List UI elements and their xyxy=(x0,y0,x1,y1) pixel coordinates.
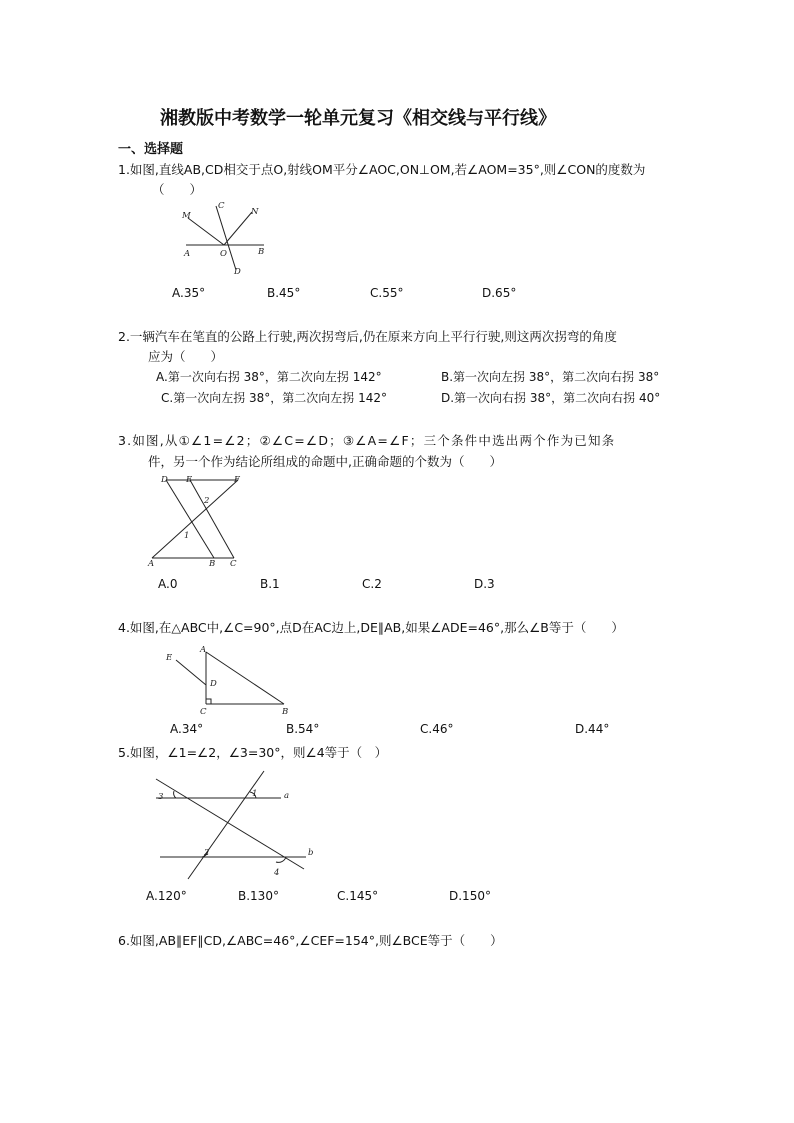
label-m: M xyxy=(182,211,191,221)
question-1-blank: （ ） xyxy=(152,182,203,197)
question-3-line1: 3.如图,从①∠1=∠2；②∠C=∠D；③∠A=∠F；三个条件中选出两个作为已知条 xyxy=(118,433,616,448)
question-3-option-c: C.2 xyxy=(362,577,382,591)
question-2-option-c: C.第一次向左拐 38°，第二次向左拐 142° xyxy=(161,391,387,405)
label-c: C xyxy=(230,559,237,569)
label-angle-1: 1 xyxy=(184,531,190,541)
question-4-option-c: C.46° xyxy=(420,722,454,736)
line-db xyxy=(166,480,214,558)
question-3-figure xyxy=(146,472,251,572)
ray-om xyxy=(188,218,224,245)
line-cd xyxy=(216,206,236,270)
label-a: A xyxy=(184,249,191,259)
question-5-option-d: D.150° xyxy=(449,889,491,903)
label-line-b: b xyxy=(308,848,314,858)
question-1-text: 1.如图,直线AB,CD相交于点O,射线OM平分∠AOC,ON⊥OM,若∠AOM=35°,则∠CON的度数为 xyxy=(118,162,646,177)
question-5-option-b: B.130° xyxy=(238,889,279,903)
question-1-option-d: D.65° xyxy=(482,286,517,300)
label-a: A xyxy=(200,645,207,655)
question-2-option-d: D.第一次向右拐 38°，第二次向右拐 40° xyxy=(441,391,661,405)
transversal-1 xyxy=(156,779,304,869)
question-1-option-c: C.55° xyxy=(370,286,404,300)
question-1-option-a: A.35° xyxy=(172,286,206,300)
label-d: D xyxy=(161,475,168,485)
label-b: B xyxy=(258,247,265,257)
ray-de xyxy=(176,660,206,685)
question-3-option-b: B.1 xyxy=(260,577,280,591)
line-ec xyxy=(190,480,234,558)
ray-on xyxy=(224,212,252,245)
label-o: O xyxy=(220,249,227,259)
label-e: E xyxy=(186,475,193,485)
label-angle-2: 2 xyxy=(204,496,210,506)
label-b: B xyxy=(282,707,289,717)
question-2-line2: 应为（ ） xyxy=(148,349,224,364)
question-3-option-d: D.3 xyxy=(474,577,495,591)
label-b: B xyxy=(209,559,216,569)
label-c: C xyxy=(200,707,207,717)
question-5-text: 5.如图，∠1=∠2，∠3=30°，则∠4等于（ ） xyxy=(118,745,388,760)
label-angle-3: 3 xyxy=(158,792,164,802)
question-2-line1: 2.一辆汽车在笔直的公路上行驶,两次拐弯后,仍在原来方向上平行行驶,则这两次拐弯的角度 xyxy=(118,329,617,344)
angle-4-arc xyxy=(276,857,286,862)
question-4-option-a: A.34° xyxy=(170,722,204,736)
question-4-text: 4.如图,在△ABC中,∠C=90°,点D在AC边上,DE∥AB,如果∠ADE=46°,那么∠B等于（ ） xyxy=(118,620,624,635)
question-3-option-a: A.0 xyxy=(158,577,178,591)
label-e: E xyxy=(166,653,173,663)
label-d: D xyxy=(210,679,217,689)
label-n: N xyxy=(251,207,259,217)
section-heading: 一、选择题 xyxy=(118,142,184,157)
label-f: F xyxy=(234,475,240,485)
question-4-option-b: B.54° xyxy=(286,722,320,736)
question-6-text: 6.如图,AB∥EF∥CD,∠ABC=46°,∠CEF=154°,则∠BCE等于（ ） xyxy=(118,933,503,948)
label-angle-2: 2 xyxy=(204,848,210,858)
question-4-figure xyxy=(160,640,295,715)
label-d: D xyxy=(234,267,241,277)
question-4-option-d: D.44° xyxy=(575,722,610,736)
angle-3-arc xyxy=(174,791,176,798)
question-1-option-b: B.45° xyxy=(267,286,301,300)
label-line-a: a xyxy=(284,791,290,801)
question-2-option-b: B.第一次向左拐 38°，第二次向右拐 38° xyxy=(441,370,660,384)
label-angle-1: 1 xyxy=(252,789,258,799)
question-3-line2: 件，另一个作为结论所组成的命题中,正确命题的个数为（ ） xyxy=(148,454,502,469)
question-1-figure xyxy=(176,198,276,278)
question-5-option-c: C.145° xyxy=(337,889,379,903)
right-angle-mark xyxy=(206,699,211,704)
question-2-option-a: A.第一次向右拐 38°，第二次向左拐 142° xyxy=(156,370,382,384)
question-5-figure xyxy=(146,763,321,883)
line-af xyxy=(152,480,238,558)
transversal-2 xyxy=(188,771,264,879)
page-title: 湘教版中考数学一轮单元复习《相交线与平行线》 xyxy=(160,108,556,129)
label-a: A xyxy=(148,559,155,569)
line-ab xyxy=(206,652,284,704)
label-angle-4: 4 xyxy=(274,868,280,878)
question-5-option-a: A.120° xyxy=(146,889,187,903)
label-c: C xyxy=(218,201,225,211)
